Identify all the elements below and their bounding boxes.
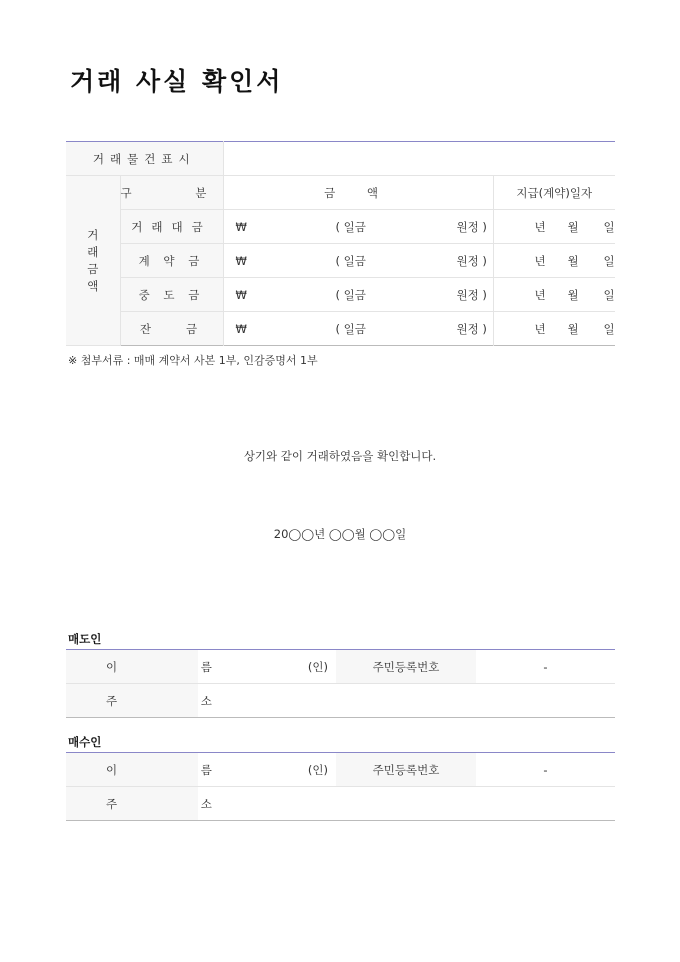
- amount-cell[interactable]: [223, 278, 493, 312]
- table-row: [66, 244, 615, 278]
- year-label: 년: [534, 321, 546, 336]
- property-row: [66, 142, 615, 176]
- address-label: 주 소: [66, 787, 198, 821]
- date-line: 20◯◯년 ◯◯월 ◯◯일: [273, 527, 407, 541]
- buyer-title: 매수인: [68, 735, 102, 749]
- seller-address-row: [66, 684, 615, 718]
- amount-header: 금 액: [223, 176, 493, 210]
- amount-open: ( 일금: [335, 287, 366, 302]
- amount-open: ( 일금: [335, 321, 366, 336]
- row-label: 잔 금: [120, 312, 223, 346]
- amount-cell[interactable]: [223, 210, 493, 244]
- row-label: 거래대금: [120, 210, 223, 244]
- attachment-note: ※ 첨부서류 : 매매 계약서 사본 1부, 인감증명서 1부: [68, 354, 318, 367]
- header-row: [66, 176, 615, 210]
- buyer-address-field[interactable]: [198, 787, 615, 821]
- table-row: [66, 278, 615, 312]
- won-sign: ₩: [235, 287, 247, 302]
- seller-address-field[interactable]: [198, 684, 615, 718]
- amount-close: 원정 ): [456, 287, 487, 302]
- won-sign: ₩: [235, 253, 247, 268]
- won-sign: ₩: [235, 321, 247, 336]
- amount-close: 원정 ): [456, 253, 487, 268]
- document-title: 거래 사실 확인서: [70, 67, 284, 96]
- property-value[interactable]: [223, 142, 615, 176]
- month-label: 월: [567, 219, 579, 234]
- month-label: 월: [567, 253, 579, 268]
- year-label: 년: [534, 253, 546, 268]
- id-label: 주민등록번호: [336, 753, 476, 787]
- date-cell[interactable]: [493, 210, 615, 244]
- seller-table: [66, 649, 615, 718]
- date-cell[interactable]: [493, 244, 615, 278]
- date-header: 지급(계약)일자: [493, 176, 615, 210]
- name-label: 이 름: [66, 753, 198, 787]
- seller-id-field[interactable]: -: [476, 650, 615, 684]
- name-label: 이 름: [66, 650, 198, 684]
- day-label: 일: [603, 219, 615, 234]
- amount-close: 원정 ): [456, 219, 487, 234]
- buyer-name-row: [66, 753, 615, 787]
- transaction-table: [66, 141, 615, 346]
- buyer-address-row: [66, 787, 615, 821]
- won-sign: ₩: [235, 219, 247, 234]
- seal-mark: (인): [307, 659, 328, 674]
- seller-name-row: [66, 650, 615, 684]
- address-label: 주 소: [66, 684, 198, 718]
- buyer-table: [66, 752, 615, 821]
- amount-close: 원정 ): [456, 321, 487, 336]
- seal-mark: (인): [307, 762, 328, 777]
- date-cell[interactable]: [493, 312, 615, 346]
- table-row: [66, 210, 615, 244]
- year-label: 년: [534, 219, 546, 234]
- day-label: 일: [603, 287, 615, 302]
- id-label: 주민등록번호: [336, 650, 476, 684]
- row-label: 중 도 금: [120, 278, 223, 312]
- confirmation-text: 상기와 같이 거래하였음을 확인합니다.: [243, 449, 437, 463]
- amount-cell[interactable]: [223, 312, 493, 346]
- amount-cell[interactable]: [223, 244, 493, 278]
- row-label: 계 약 금: [120, 244, 223, 278]
- table-row: [66, 312, 615, 346]
- month-label: 월: [567, 321, 579, 336]
- year-label: 년: [534, 287, 546, 302]
- amount-open: ( 일금: [335, 253, 366, 268]
- property-label: 거래물건표시: [66, 142, 223, 176]
- category-header: 구 분: [120, 176, 223, 210]
- seller-title: 매도인: [68, 632, 102, 646]
- day-label: 일: [603, 321, 615, 336]
- amount-group-label: 거래금액: [66, 176, 120, 346]
- month-label: 월: [567, 287, 579, 302]
- amount-open: ( 일금: [335, 219, 366, 234]
- day-label: 일: [603, 253, 615, 268]
- buyer-id-field[interactable]: -: [476, 753, 615, 787]
- date-cell[interactable]: [493, 278, 615, 312]
